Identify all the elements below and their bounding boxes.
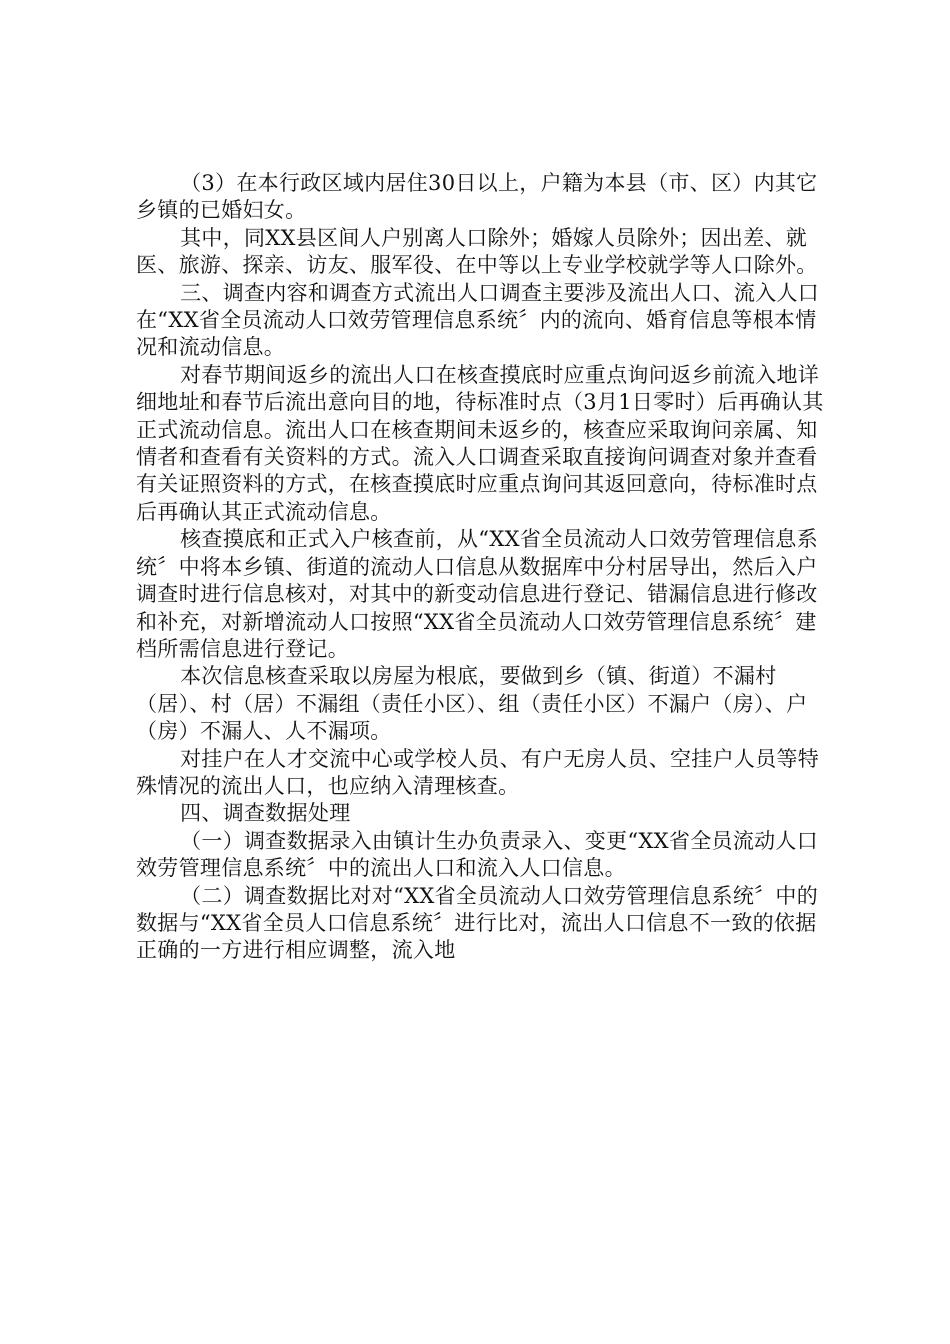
paragraph-exclusions: 其中，同XX县区间人户别离人口除外；婚嫁人员除外；因出差、就医、旅游、探亲、访友、服军役、在中等以上专业学校就学等人口除外。 [136, 225, 818, 278]
paragraph-data-entry: （一）调查数据录入由镇计生办负责录入、变更“XX省全员流动人口效劳管理信息系统〞中的流出人口和流入人口信息。 [136, 828, 819, 881]
paragraph-section-3-survey-content: 三、调查内容和调查方式流出人口调查主要涉及流出人口、流入人口在“XX省全员流动人口效劳管理信息系统〞内的流向、婚育信息等根本情况和流动信息。 [136, 280, 820, 360]
paragraph-special-cases: 对挂户在人才交流中心或学校人员、有户无房人员、空挂户人员等特殊情况的流出人口，也应纳入清理核查。 [136, 746, 820, 798]
paragraph-pre-survey-export: 核查摸底和正式入户核查前，从“XX省全员流动人口效劳管理信息系统〞中将本乡镇、街道的流动人口信息从数据库中分村居导出，然后入户调查时进行信息核对，对其中的新变动信息进行登记、错漏信息进行修改和补充，对新增流动人口按照“XX省全员流动人口效劳管理信息系统〞建档所需信息进行登记。 [136, 527, 819, 661]
section-heading-data-processing: 四、调查数据处理 [180, 801, 351, 826]
document-body [136, 170, 836, 965]
paragraph-house-based-check: 本次信息核查采取以房屋为根底，要做到乡（镇、街道）不漏村（居）、村（居）不漏组（责任小区）、组（责任小区）不漏户（房）、户（房）不漏人、人不漏项。 [136, 664, 808, 744]
paragraph-item-3-residency: （3）在本行政区域内居住30日以上，户籍为本县（市、区）内其它乡镇的已婚妇女。 [136, 171, 818, 223]
paragraph-data-comparison: （二）调查数据比对对“XX省全员流动人口效劳管理信息系统〞中的数据与“XX省全员人口信息系统〞进行比对，流出人口信息不一致的依据正确的一方进行相应调整，流入地 [136, 883, 819, 963]
paragraph-spring-festival-returnees: 对春节期间返乡的流出人口在核查摸底时应重点询问返乡前流入地详细地址和春节后流出意向目的地，待标准时点（3月1日零时）后再确认其正式流动信息。流出人口在核查期间未返乡的，核查应采取询问亲属、知情者和查看有关资料的方式。流入人口调查采取直接询问调查对象并查看有关证照资料的方式，在核查摸底时应重点询问其返回意向，待标准时点后再确认其正式流动信息。 [136, 362, 824, 524]
